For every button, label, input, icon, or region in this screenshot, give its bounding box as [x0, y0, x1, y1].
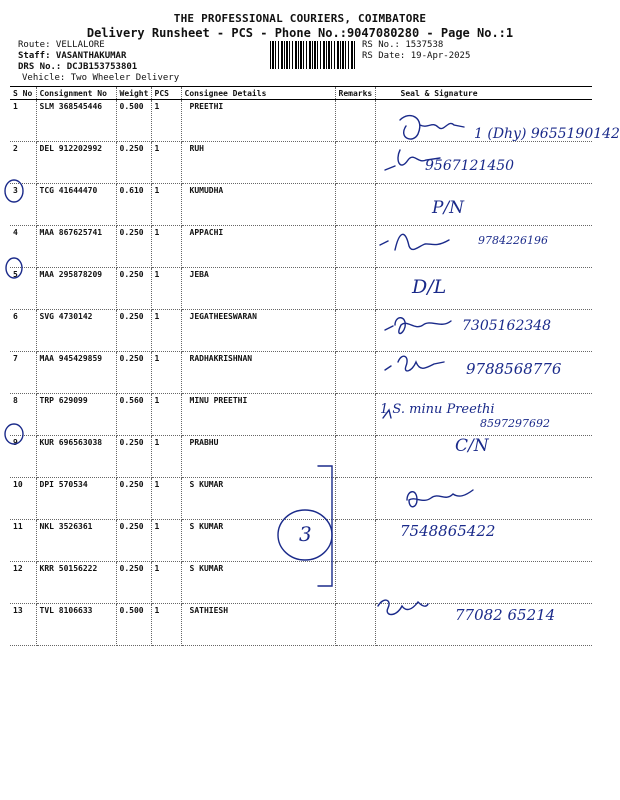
cell-pcs: 1: [151, 352, 181, 394]
cell-signature: [375, 478, 592, 520]
route-label: Route: VELLALORE: [18, 40, 105, 50]
cell-remarks: [335, 562, 375, 604]
cell-remarks: [335, 436, 375, 478]
cell-pcs: 1: [151, 604, 181, 646]
handwritten-phone-2: 9567121450: [425, 158, 515, 174]
cell-consignee: JEBA: [181, 268, 335, 310]
col-signature: Seal & Signature: [375, 87, 592, 100]
handwritten-dl: D/L: [412, 276, 447, 298]
cell-weight: 0.500: [116, 100, 151, 142]
cell-consignee: MINU PREETHI: [181, 394, 335, 436]
table-row: [10, 478, 592, 520]
cell-signature: [375, 562, 592, 604]
handwritten-phone-6: 7305162348: [462, 318, 552, 334]
cell-consignee: APPACHI: [181, 226, 335, 268]
cell-pcs: 1: [151, 310, 181, 352]
cell-sno: 3: [10, 184, 36, 226]
cell-pcs: 1: [151, 562, 181, 604]
cell-consignment: DEL 912202992: [36, 142, 116, 184]
cell-signature: [375, 268, 592, 310]
cell-consignee: S KUMAR: [181, 478, 335, 520]
cell-sno: 1: [10, 100, 36, 142]
handwritten-phone-11: 7548865422: [400, 522, 496, 540]
company-name: THE PROFESSIONAL COURIERS, COIMBATORE: [173, 12, 427, 25]
cell-consignment: KUR 696563038: [36, 436, 116, 478]
cell-sno: 2: [10, 142, 36, 184]
cell-consignee: JEGATHEESWARAN: [181, 310, 335, 352]
vehicle-label: Vehicle: Two Wheeler Delivery: [22, 73, 180, 83]
cell-weight: 0.250: [116, 268, 151, 310]
cell-weight: 0.250: [116, 310, 151, 352]
table-row: [10, 562, 592, 604]
rs-number: RS No.: 1537538: [362, 40, 444, 50]
handwritten-count: 3: [299, 522, 312, 546]
cell-remarks: [335, 478, 375, 520]
cell-remarks: [335, 184, 375, 226]
cell-consignee: S KUMAR: [181, 562, 335, 604]
drs-number: DRS No.: DCJB153753801: [18, 62, 138, 72]
col-weight: Weight: [116, 87, 151, 100]
cell-consignment: TRP 629099: [36, 394, 116, 436]
cell-consignment: MAA 295878209: [36, 268, 116, 310]
cell-consignment: SLM 368545446: [36, 100, 116, 142]
cell-remarks: [335, 352, 375, 394]
rs-date: RS Date: 19-Apr-2025: [362, 51, 471, 61]
cell-weight: 0.250: [116, 142, 151, 184]
runsheet-title: Delivery Runsheet - PCS - Phone No.:9047080280 - Page No.:1: [86, 26, 514, 40]
table-header: [10, 87, 592, 100]
handwritten-phone-7: 9788568776: [466, 360, 562, 378]
cell-consignee: S KUMAR: [181, 520, 335, 562]
cell-remarks: [335, 142, 375, 184]
cell-signature: [375, 184, 592, 226]
cell-consignment: NKL 3526361: [36, 520, 116, 562]
cell-remarks: [335, 604, 375, 646]
col-consignment: Consignment No: [36, 87, 116, 100]
cell-consignment: TCG 41644470: [36, 184, 116, 226]
barcode: [270, 41, 355, 69]
cell-weight: 0.610: [116, 184, 151, 226]
cell-consignment: DPI 570534: [36, 478, 116, 520]
cell-weight: 0.500: [116, 604, 151, 646]
cell-pcs: 1: [151, 142, 181, 184]
cell-pcs: 1: [151, 184, 181, 226]
cell-sno: 10: [10, 478, 36, 520]
cell-remarks: [335, 268, 375, 310]
cell-pcs: 1: [151, 268, 181, 310]
cell-pcs: 1: [151, 100, 181, 142]
handwritten-phone-13: 77082 65214: [455, 606, 556, 624]
cell-remarks: [335, 394, 375, 436]
table-row: [10, 268, 592, 310]
cell-pcs: 1: [151, 520, 181, 562]
cell-consignee: RUH: [181, 142, 335, 184]
cell-remarks: [335, 100, 375, 142]
cell-sno: 4: [10, 226, 36, 268]
cell-consignment: MAA 945429859: [36, 352, 116, 394]
cell-weight: 0.250: [116, 478, 151, 520]
cell-weight: 0.250: [116, 436, 151, 478]
cell-consignment: MAA 867625741: [36, 226, 116, 268]
cell-consignee: PRABHU: [181, 436, 335, 478]
cell-consignment: KRR 50156222: [36, 562, 116, 604]
cell-weight: 0.250: [116, 562, 151, 604]
cell-consignee: RADHAKRISHNAN: [181, 352, 335, 394]
cell-sno: 8: [10, 394, 36, 436]
handwritten-cn: C/N: [455, 436, 489, 456]
cell-pcs: 1: [151, 394, 181, 436]
cell-sno: 5: [10, 268, 36, 310]
cell-sno: 9: [10, 436, 36, 478]
cell-sno: 6: [10, 310, 36, 352]
cell-weight: 0.250: [116, 520, 151, 562]
cell-sno: 13: [10, 604, 36, 646]
table-row: [10, 184, 592, 226]
handwritten-name-8: 1 S. minu Preethi: [380, 402, 495, 417]
cell-pcs: 1: [151, 436, 181, 478]
col-remarks: Remarks: [335, 87, 375, 100]
cell-weight: 0.250: [116, 352, 151, 394]
col-pcs: PCS: [151, 87, 181, 100]
cell-remarks: [335, 310, 375, 352]
cell-weight: 0.560: [116, 394, 151, 436]
col-consignee: Consignee Details: [181, 87, 335, 100]
cell-sno: 11: [10, 520, 36, 562]
cell-consignment: TVL 8106633: [36, 604, 116, 646]
handwritten-phone-1: 1 (Dhy) 9655190142: [474, 126, 620, 142]
cell-consignee: PREETHI: [181, 100, 335, 142]
cell-pcs: 1: [151, 478, 181, 520]
cell-consignee: KUMUDHA: [181, 184, 335, 226]
cell-sno: 12: [10, 562, 36, 604]
cell-remarks: [335, 226, 375, 268]
handwritten-phone-4: 9784226196: [478, 234, 548, 247]
cell-weight: 0.250: [116, 226, 151, 268]
table-row: [10, 436, 592, 478]
cell-consignee: SATHIESH: [181, 604, 335, 646]
cell-remarks: [335, 520, 375, 562]
cell-pcs: 1: [151, 226, 181, 268]
staff-label: Staff: VASANTHAKUMAR: [18, 51, 127, 61]
cell-sno: 7: [10, 352, 36, 394]
handwritten-phone-8: 8597297692: [480, 417, 550, 430]
col-sno: S No: [10, 87, 36, 100]
handwritten-pn: P/N: [432, 198, 465, 218]
cell-consignment: SVG 4730142: [36, 310, 116, 352]
